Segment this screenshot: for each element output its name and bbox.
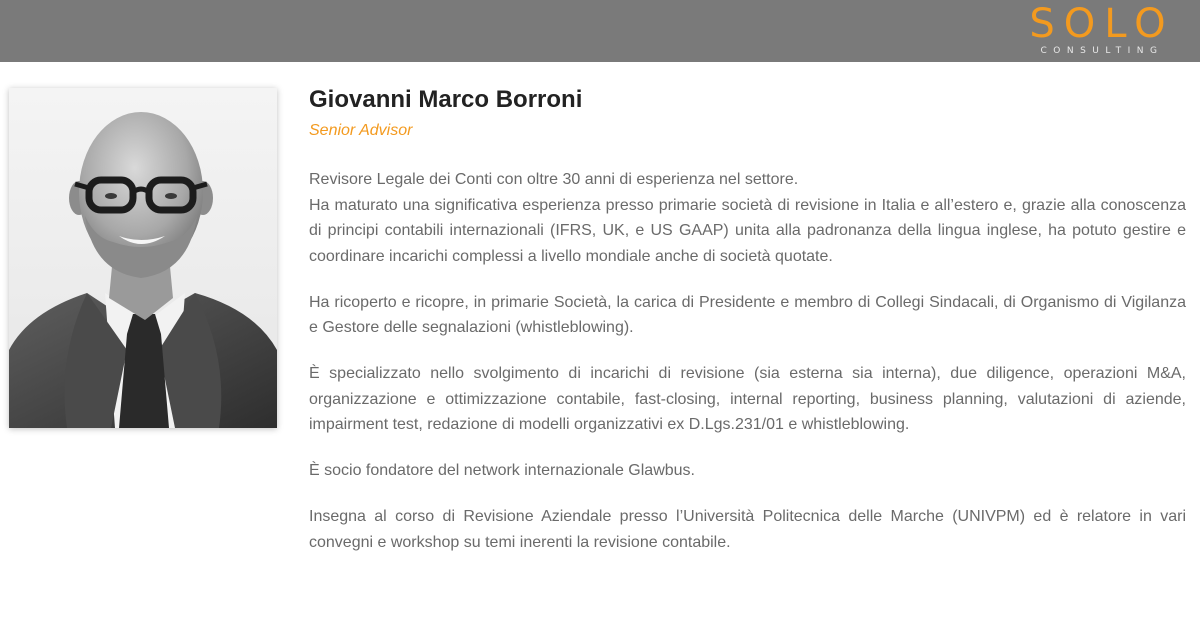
profile-role: Senior Advisor [309,122,413,139]
profile-name: Giovanni Marco Borroni [309,86,583,113]
profile-bio [309,167,1186,576]
bio-line: Ha maturato una significativa esperienza presso primarie società di revisione in Italia e all’estero e, grazie alla conoscenza di principi contabili internazionali (IFRS, UK, e US GAAP) unita alla padronanza della lingua inglese, ha potuto gestire e coordinare incarichi complessi a livello mondiale anche di società quotate. [309,196,1186,265]
top-bar [0,0,1200,62]
portrait-illustration [9,88,277,428]
bio-paragraph: È socio fondatore del network internazionale Glawbus. [309,462,695,479]
bio-paragraph: Ha ricoperto e ricopre, in primarie Società, la carica di Presidente e membro di Collegi Sindacali, di Organismo di Vigilanza e Gestore delle segnalazioni (whistleblowing). [309,293,1186,336]
bio-line: Revisore Legale dei Conti con oltre 30 anni di esperienza nel settore. [309,171,799,188]
solo-consulting-logo[interactable] [1022,2,1182,60]
logo-wordmark: SOLO [1029,1,1175,47]
bio-paragraph [309,167,1186,269]
portrait-photo [9,88,277,428]
bio-paragraph: Insegna al corso di Revisione Aziendale presso l’Università Politecnica delle Marche (UNIVPM) ed è relatore in vari convegni e workshop su temi inerenti la revisione contabile. [309,508,1186,551]
logo-subtext: CONSULTING [1040,46,1164,56]
bio-paragraph: È specializzato nello svolgimento di incarichi di revisione (sia esterna sia interna), due diligence, operazioni M&A, organizzazione e ottimizzazione contabile, fast-closing, internal reporting, business planning, valutazioni di aziende, impairment test, redazione di modelli organizzativi ex D.Lgs.231/01 e whistleblowing. [309,365,1186,433]
